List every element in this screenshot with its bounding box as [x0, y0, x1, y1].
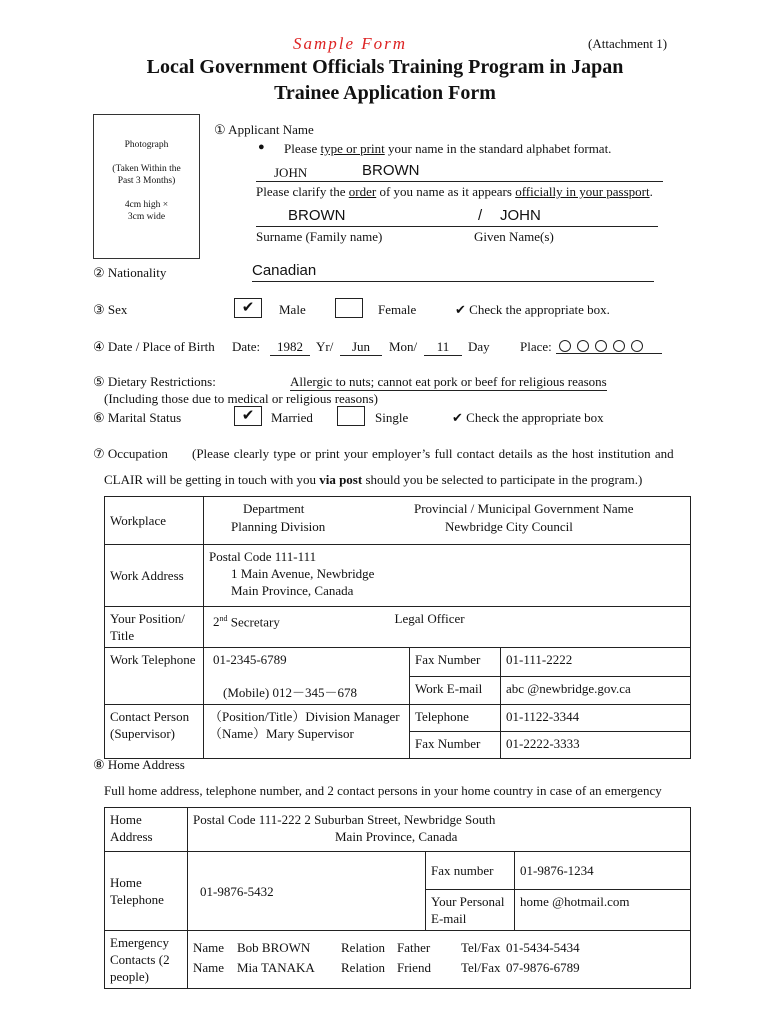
position-value: Secretary: [227, 614, 280, 630]
position-cell[interactable]: [204, 607, 691, 648]
sex-label: ③ Sex: [93, 302, 128, 317]
government-label: Provincial / Municipal Government Name: [414, 501, 634, 516]
year-label: Yr/: [316, 339, 334, 354]
dietary-field[interactable]: Allergic to nuts; cannot eat pork or beef for religious reasons: [290, 374, 607, 389]
contact-name-label: Name: [193, 940, 225, 955]
contact-name-value: Mia TANAKA: [237, 960, 315, 975]
position-number: 2: [213, 614, 220, 630]
contact-telfax-value: 07-9876-6789: [506, 960, 580, 975]
name-field[interactable]: [256, 163, 663, 182]
emergency-contact-row: [193, 939, 685, 959]
passport-name-field[interactable]: [256, 208, 658, 227]
placeholder-circle-icon: [559, 340, 571, 352]
bullet-icon: ●: [258, 141, 265, 153]
given-name-label: Given Name(s): [474, 229, 554, 244]
occupation-note-2: [104, 472, 642, 488]
contact-position: （Position/Title）Division Manager: [209, 709, 400, 724]
via-post-emphasis: via post: [319, 472, 363, 487]
name-instruction: [284, 141, 611, 157]
contact-name-value: Bob BROWN: [237, 940, 311, 955]
contact-relation-label: Relation: [341, 960, 386, 975]
given-name-value: JOHN: [500, 207, 541, 224]
day-label: Day: [468, 339, 490, 354]
emergency-contacts-cell[interactable]: [188, 931, 691, 989]
workplace-cell[interactable]: [204, 497, 691, 545]
instruction-underlined: type or print: [320, 141, 385, 156]
dietary-note: (Including those due to medical or religious reasons): [104, 391, 379, 406]
position-label: Your Position/ Title: [105, 607, 204, 648]
home-fax-value[interactable]: 01-9876-1234: [515, 852, 691, 890]
work-address-line1: 1 Main Avenue, Newbridge: [231, 566, 375, 581]
married-label: Married: [271, 410, 313, 425]
placeholder-circle-icon: [577, 340, 589, 352]
emergency-contacts-label: Emergency Contacts (2 people): [105, 931, 188, 989]
photo-box[interactable]: [93, 114, 200, 259]
instruction-text-rest: your name in the standard alphabet format.: [384, 141, 612, 156]
work-postal-code: Postal Code 111-111: [209, 549, 317, 564]
marital-label: ⑥ Marital Status: [93, 410, 182, 425]
male-checkbox[interactable]: ✔: [234, 298, 262, 318]
contact-telephone-label: Telephone: [410, 705, 501, 732]
position-ordinal: nd: [219, 614, 228, 623]
sample-form-watermark: Sample Form: [293, 34, 408, 53]
married-checkbox[interactable]: ✔: [234, 406, 262, 426]
home-details-table: [104, 807, 691, 989]
clarify-text-end: .: [649, 184, 653, 199]
home-note: Full home address, telephone number, and 2 contact persons in your home country in case of an emergency: [104, 783, 662, 798]
personal-email-label: Your Personal E-mail: [426, 890, 515, 931]
surname-value: BROWN: [288, 207, 346, 224]
contact-relation-value: Father: [397, 940, 431, 955]
home-address-label: Home Address: [105, 808, 188, 852]
work-address-cell[interactable]: [204, 545, 691, 607]
home-telephone-label: Home Telephone: [105, 852, 188, 931]
placeholder-circle-icon: [631, 340, 643, 352]
placeholder-circle-icon: [613, 340, 625, 352]
place-label: Place:: [520, 339, 552, 354]
date-label: Date:: [232, 339, 261, 354]
contact-telfax-label: Tel/Fax: [461, 940, 501, 955]
work-details-table: [104, 496, 691, 759]
birth-label: ④ Date / Place of Birth: [93, 339, 215, 354]
emergency-contact-row: [193, 959, 685, 979]
first-name-value: JOHN: [274, 165, 308, 180]
home-telephone-value[interactable]: 01-9876-5432: [188, 852, 426, 931]
contact-fax-label: Fax Number: [410, 732, 501, 759]
sex-check-note: ✔ Check the appropriate box.: [455, 302, 610, 317]
birth-day-field[interactable]: 11: [424, 339, 462, 356]
contact-relation-label: Relation: [341, 940, 386, 955]
single-label: Single: [375, 410, 409, 425]
contact-name: （Name）Mary Supervisor: [209, 726, 354, 741]
photo-taken: (Taken Within the Past 3 Months): [112, 164, 181, 186]
work-telephone-label: Work Telephone: [105, 648, 204, 705]
marital-check-note: ✔ Check the appropriate box: [452, 410, 604, 425]
male-label: Male: [279, 302, 306, 317]
nationality-label: ② Nationality: [93, 265, 167, 280]
form-title-line2: Trainee Application Form: [274, 82, 496, 104]
female-checkbox[interactable]: [335, 298, 363, 318]
work-telephone-cell[interactable]: [204, 648, 410, 705]
last-name-value: BROWN: [362, 162, 420, 179]
home-address-line2: Main Province, Canada: [335, 829, 458, 844]
dietary-label: ⑤ Dietary Restrictions:: [93, 374, 216, 389]
photo-size: 4cm high × 3cm wide: [124, 200, 169, 222]
instruction-text: Please: [284, 141, 321, 156]
attachment-label: (Attachment 1): [588, 36, 668, 51]
government-value: Newbridge City Council: [445, 519, 573, 534]
name-slash: /: [478, 207, 483, 224]
work-email-label: Work E-mail: [410, 676, 501, 705]
contact-fax-value[interactable]: 01-2222-3333: [501, 732, 691, 759]
contact-telfax-label: Tel/Fax: [461, 960, 501, 975]
clarify-text-mid: of you name as it appears: [376, 184, 516, 199]
contact-telephone-value[interactable]: 01-1122-3344: [501, 705, 691, 732]
work-telephone-value: 01-2345-6789: [213, 652, 287, 667]
personal-email-value[interactable]: home @hotmail.com: [515, 890, 691, 931]
nationality-field[interactable]: Canadian: [252, 262, 654, 282]
surname-label: Surname (Family name): [256, 229, 383, 244]
workplace-label: Workplace: [105, 497, 204, 545]
home-heading: ⑧ Home Address: [93, 757, 185, 772]
contact-name-label: Name: [193, 960, 225, 975]
fax-number-label: Fax Number: [410, 648, 501, 677]
occupation-note-text: CLAIR will be getting in touch with you: [104, 472, 320, 487]
applicant-heading: ① Applicant Name: [214, 122, 314, 137]
contact-relation-value: Friend: [397, 960, 431, 975]
form-title-line1: Local Government Officials Training Program in Japan: [146, 56, 624, 78]
clarify-text: Please clarify the: [256, 184, 349, 199]
fax-number-value[interactable]: 01-111-2222: [501, 648, 691, 677]
occupation-label: ⑦ Occupation: [93, 446, 168, 461]
department-value: Planning Division: [231, 519, 326, 534]
home-address-cell[interactable]: [188, 808, 691, 852]
birth-month-field[interactable]: Jun: [340, 339, 382, 356]
birth-place-field[interactable]: [556, 337, 662, 354]
photo-label: Photograph: [124, 140, 169, 150]
placeholder-circle-icon: [595, 340, 607, 352]
single-checkbox[interactable]: [337, 406, 365, 426]
clarify-instruction: [256, 184, 653, 200]
contact-telfax-value: 01-5434-5434: [506, 940, 580, 955]
home-postal-address: Postal Code 111-222 2 Suburban Street, Newbridge South: [193, 812, 496, 827]
contact-person-label: Contact Person (Supervisor): [105, 705, 204, 759]
mobile-value: (Mobile) 012－345－678: [223, 685, 357, 700]
title-value: Legal Officer: [394, 611, 465, 626]
work-address-label: Work Address: [105, 545, 204, 607]
home-fax-label: Fax number: [426, 852, 515, 890]
birth-year-field[interactable]: 1982: [270, 339, 310, 356]
month-label: Mon/: [389, 339, 418, 354]
work-address-line2: Main Province, Canada: [231, 583, 354, 598]
department-label: Department: [243, 501, 305, 516]
work-email-value[interactable]: abc @newbridge.gov.ca: [501, 676, 691, 705]
contact-person-cell[interactable]: [204, 705, 410, 759]
clarify-underlined-passport: officially in your passport: [515, 184, 650, 199]
female-label: Female: [378, 302, 417, 317]
occupation-note-end: should you be selected to participate in the program.): [362, 472, 643, 487]
clarify-underlined-order: order: [348, 184, 377, 199]
occupation-note-1: (Please clearly type or print your employer’s full contact details as the host institution and: [192, 446, 674, 461]
